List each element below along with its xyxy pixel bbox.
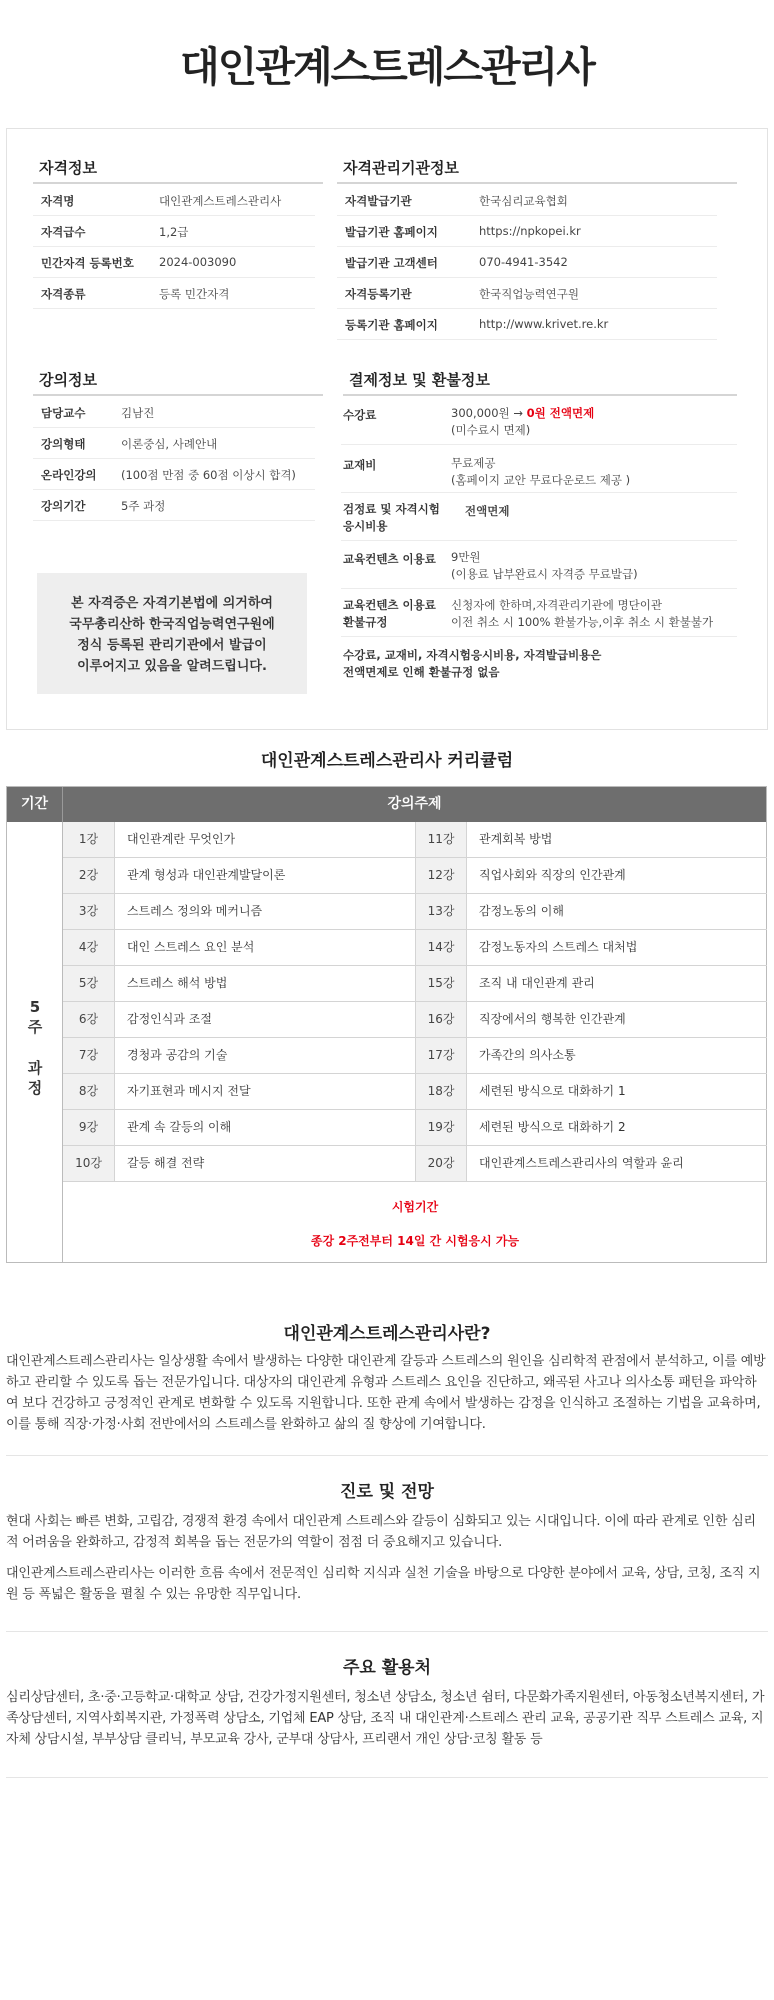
kv-row bbox=[33, 490, 315, 521]
kv-key: 강의형태 bbox=[41, 437, 86, 451]
kv-key: 발급기관 홈페이지 bbox=[345, 225, 438, 239]
curriculum-row bbox=[63, 1038, 767, 1074]
lecture-number: 20강 bbox=[415, 1146, 467, 1181]
lecture-topic: 조직 내 대인관계 관리 bbox=[479, 976, 595, 990]
payment-row bbox=[341, 493, 737, 541]
lecture-topic: 세련된 방식으로 대화하기 2 bbox=[479, 1120, 626, 1134]
lecture-number: 13강 bbox=[415, 894, 467, 929]
curriculum-row bbox=[63, 858, 767, 894]
kv-row bbox=[337, 247, 717, 278]
kv-key: 온라인강의 bbox=[41, 468, 97, 482]
lecture-number: 16강 bbox=[415, 1002, 467, 1037]
exam-fee-value: 전액면제 bbox=[465, 504, 510, 518]
lecture-topic: 감정노동자의 스트레스 대처법 bbox=[479, 940, 638, 954]
refund-value: 신청자에 한하며,자격관리기관에 명단이관 bbox=[451, 598, 662, 612]
curriculum-row bbox=[63, 894, 767, 930]
tuition-note: (미수료시 면제) bbox=[451, 423, 531, 437]
exam-period-text: 종강 2주전부터 14일 간 시험응시 가능 bbox=[310, 1234, 520, 1248]
lecture-number: 18강 bbox=[415, 1074, 467, 1109]
lecture-topic: 경청과 공감의 기술 bbox=[127, 1048, 228, 1062]
lecture-topic: 대인관계스트레스관리사의 역할과 윤리 bbox=[479, 1156, 684, 1170]
kv-value: 김남진 bbox=[121, 406, 155, 420]
kv-key: 교육컨텐츠 이용료 bbox=[343, 552, 436, 566]
agency-homepage-link[interactable]: https://npkopei.kr bbox=[479, 224, 581, 238]
lecture-topic: 대인 스트레스 요인 분석 bbox=[127, 940, 255, 954]
curriculum-row bbox=[63, 822, 767, 858]
career-text: 대인관계스트레스관리사는 이러한 흐름 속에서 전문적인 심리학 지식과 실천 기술을 바탕으로 다양한 분야에서 교육, 상담, 코칭, 조직 지원 등 폭넓은 활동을 펼칠 수 있는 유망한 직무입니다. bbox=[6, 1566, 761, 1602]
refund-footer-line: 전액면제로 인해 환불규정 없음 bbox=[343, 665, 500, 679]
kv-key: 발급기관 고객센터 bbox=[345, 256, 438, 270]
payment-row bbox=[341, 541, 737, 589]
info-box bbox=[6, 128, 768, 730]
curriculum-row bbox=[63, 966, 767, 1002]
lecture-info-list bbox=[33, 397, 315, 521]
section-divider bbox=[337, 182, 737, 184]
curriculum-table bbox=[6, 786, 767, 1263]
notice-line: 이루어지고 있음을 알려드립니다. bbox=[77, 659, 267, 674]
lecture-topic: 스트레스 정의와 메커니즘 bbox=[127, 904, 263, 918]
lecture-number: 1강 bbox=[63, 822, 115, 857]
lecture-number: 6강 bbox=[63, 1002, 115, 1037]
lecture-number: 11강 bbox=[415, 822, 467, 857]
lecture-topic: 대인관계란 무엇인가 bbox=[127, 832, 236, 846]
notice-line: 정식 등록된 관리기관에서 발급이 bbox=[77, 638, 267, 653]
kv-row bbox=[337, 216, 717, 247]
kv-key: 자격등록기관 bbox=[345, 287, 412, 301]
kv-value: 070-4941-3542 bbox=[479, 255, 568, 269]
lecture-number: 7강 bbox=[63, 1038, 115, 1073]
content-note: (이용료 납부완료시 자격증 무료발급) bbox=[451, 567, 638, 581]
notice-line: 국무총리산하 한국직업능력연구원에 bbox=[69, 617, 275, 632]
lecture-topic: 직업사회와 직장의 인간관계 bbox=[479, 868, 626, 882]
lecture-topic: 직장에서의 행복한 인간관계 bbox=[479, 1012, 626, 1026]
curriculum-title: 대인관계스트레스관리사 커리큘럼 bbox=[260, 751, 514, 771]
kv-value: 이론중심, 사례안내 bbox=[121, 437, 218, 451]
material-value: 무료제공 bbox=[451, 456, 496, 470]
lecture-number: 14강 bbox=[415, 930, 467, 965]
kv-row bbox=[337, 185, 717, 216]
header-subject: 강의주제 bbox=[387, 796, 442, 812]
header-period: 기간 bbox=[7, 787, 63, 822]
kv-key: 환불규정 bbox=[343, 615, 388, 629]
kv-key: 자격명 bbox=[41, 194, 75, 208]
kv-key: 검정료 및 자격시험 bbox=[343, 502, 440, 516]
tuition-price: 300,000원 → bbox=[451, 406, 527, 420]
refund-footer-line: 수강료, 교재비, 자격시험응시비용, 자격발급비용은 bbox=[343, 648, 602, 662]
lecture-topic: 감정노동의 이해 bbox=[479, 904, 564, 918]
kv-value: 한국직업능력연구원 bbox=[479, 287, 579, 301]
about-title: 대인관계스트레스관리사란? bbox=[283, 1324, 491, 1344]
kv-row bbox=[33, 459, 315, 490]
registry-homepage-link[interactable]: http://www.krivet.re.kr bbox=[479, 317, 609, 331]
period-text: 5 주 bbox=[27, 998, 43, 1036]
refund-footer bbox=[343, 647, 601, 681]
kv-row bbox=[33, 216, 315, 247]
payment-row bbox=[341, 397, 737, 445]
qualification-info-list bbox=[33, 185, 315, 309]
kv-value: 대인관계스트레스관리사 bbox=[159, 194, 282, 208]
lecture-number: 17강 bbox=[415, 1038, 467, 1073]
kv-key: 자격급수 bbox=[41, 225, 86, 239]
period-cell bbox=[7, 822, 63, 1262]
lecture-number: 9강 bbox=[63, 1110, 115, 1145]
kv-row bbox=[33, 428, 315, 459]
kv-value: 한국심리교육협회 bbox=[479, 194, 568, 208]
payment-info-title: 결제정보 및 환불정보 bbox=[349, 371, 490, 389]
lecture-number: 8강 bbox=[63, 1074, 115, 1109]
kv-value: 등록 민간자격 bbox=[159, 287, 230, 301]
kv-value: (100점 만점 중 60점 이상시 합격) bbox=[121, 468, 296, 482]
usage-title: 주요 활용처 bbox=[342, 1658, 432, 1678]
curriculum-row bbox=[63, 930, 767, 966]
kv-key: 민간자격 등록번호 bbox=[41, 256, 134, 270]
payment-info-list bbox=[341, 397, 737, 717]
refund-value: 이전 취소 시 100% 환불가능,이후 취소 시 환불불가 bbox=[451, 615, 714, 629]
lecture-info-title: 강의정보 bbox=[39, 371, 97, 389]
exam-period-label: 시험기간 bbox=[391, 1200, 439, 1214]
lecture-topic: 스트레스 해석 방법 bbox=[127, 976, 228, 990]
kv-value: 2024-003090 bbox=[159, 255, 237, 269]
lecture-topic: 세련된 방식으로 대화하기 1 bbox=[479, 1084, 626, 1098]
lecture-number: 2강 bbox=[63, 858, 115, 893]
section-divider bbox=[6, 1631, 768, 1632]
kv-value: 5주 과정 bbox=[121, 499, 166, 513]
lecture-topic: 관계회복 방법 bbox=[479, 832, 553, 846]
kv-key: 자격발급기관 bbox=[345, 194, 412, 208]
lecture-number: 19강 bbox=[415, 1110, 467, 1145]
about-text: 대인관계스트레스관리사는 일상생활 속에서 발생하는 다양한 대인관계 갈등과 스트레스의 원인을 심리학적 관점에서 분석하고, 이를 예방하고 관리할 수 있도록 돕는 전문가입니다. 대상자의 대인관계 유형과 스트레스 요인을 진단하고, 왜곡된 사고나 의사소통 패턴을 파악하여 보다 건강하고 긍정적인 관계로 변화할 수 있도록 지원합니다. 또한 관계 속에서 발생하는 감정을 인식하고 조절하는 기법을 교육하며, 이를 통해 직장·가정·사회 전반에서의 스트레스를 완화하고 삶의 질 향상에 기여합니다. bbox=[6, 1354, 766, 1432]
kv-row bbox=[33, 278, 315, 309]
lecture-number: 3강 bbox=[63, 894, 115, 929]
payment-row bbox=[341, 445, 737, 493]
qualification-info-title: 자격정보 bbox=[39, 159, 97, 177]
kv-key: 등록기관 홈페이지 bbox=[345, 318, 438, 332]
usage-text: 심리상담센터, 초·중·고등학교·대학교 상담, 건강가정지원센터, 청소년 상담소, 청소년 쉼터, 다문화가족지원센터, 아동청소년복지센터, 가족상담센터, 지역사회복지관, 가정폭력 상담소, 기업체 EAP 상담, 조직 내 대인관계·스트레스 관리 교육, 공공기관 직무 스트레스 교육, 지자체 상담시설, 부부상담 클리닉, 부모교육 강사, 군부대 상담사, 프리랜서 개인 상담·코칭 활동 등 bbox=[6, 1690, 765, 1747]
section-divider bbox=[6, 1777, 768, 1778]
period-text: 과 정 bbox=[27, 1059, 43, 1097]
certification-notice bbox=[37, 573, 307, 694]
kv-row bbox=[33, 185, 315, 216]
kv-row bbox=[33, 247, 315, 278]
payment-row bbox=[341, 589, 737, 637]
lecture-topic: 관계 속 갈등의 이해 bbox=[127, 1120, 232, 1134]
page-title: 대인관계스트레스관리사 bbox=[180, 43, 594, 91]
kv-key: 응시비용 bbox=[343, 519, 388, 533]
lecture-number: 5강 bbox=[63, 966, 115, 1001]
career-title: 진로 및 전망 bbox=[340, 1482, 434, 1502]
section-divider bbox=[6, 1455, 768, 1456]
content-value: 9만원 bbox=[451, 550, 481, 564]
curriculum-body bbox=[7, 822, 766, 1262]
notice-line: 본 자격증은 자격기본법에 의거하여 bbox=[71, 596, 273, 611]
kv-key: 담당교수 bbox=[41, 406, 86, 420]
material-note: (홈페이지 교안 무료다운로드 제공 ) bbox=[451, 473, 631, 487]
kv-row bbox=[337, 278, 717, 309]
career-text: 현대 사회는 빠른 변화, 고립감, 경쟁적 환경 속에서 대인관계 스트레스와 갈등이 심화되고 있는 시대입니다. 이에 따라 관계로 인한 심리적 어려움을 완화하고, 감정적 회복을 돕는 전문가의 역할이 점점 더 중요해지고 있습니다. bbox=[6, 1514, 756, 1550]
lecture-number: 10강 bbox=[63, 1146, 115, 1181]
lecture-number: 12강 bbox=[415, 858, 467, 893]
lecture-topic: 관계 형성과 대인관계발달이론 bbox=[127, 868, 286, 882]
lecture-number: 4강 bbox=[63, 930, 115, 965]
kv-row bbox=[337, 309, 717, 340]
tuition-free: 0원 전액면제 bbox=[526, 406, 595, 420]
lecture-topic: 감정인식과 조절 bbox=[127, 1012, 212, 1026]
curriculum-row bbox=[63, 1074, 767, 1110]
kv-value: 1,2급 bbox=[159, 225, 189, 239]
section-divider bbox=[343, 394, 737, 396]
section-divider bbox=[33, 182, 323, 184]
lecture-number: 15강 bbox=[415, 966, 467, 1001]
agency-info-title: 자격관리기관정보 bbox=[343, 159, 459, 177]
lecture-topic: 갈등 해결 전략 bbox=[127, 1156, 205, 1170]
kv-key: 자격종류 bbox=[41, 287, 86, 301]
kv-key: 교육컨텐츠 이용료 bbox=[343, 598, 436, 612]
kv-key: 강의기간 bbox=[41, 499, 86, 513]
curriculum-row bbox=[63, 1146, 767, 1182]
agency-info-list bbox=[337, 185, 717, 341]
kv-key: 교재비 bbox=[343, 458, 377, 472]
curriculum-row bbox=[63, 1110, 767, 1146]
exam-period bbox=[63, 1182, 767, 1262]
curriculum-header bbox=[7, 787, 766, 822]
kv-row bbox=[33, 397, 315, 428]
kv-key: 수강료 bbox=[343, 408, 377, 422]
lecture-topic: 가족간의 의사소통 bbox=[479, 1048, 576, 1062]
curriculum-row bbox=[63, 1002, 767, 1038]
lecture-topic: 자기표현과 메시지 전달 bbox=[127, 1084, 251, 1098]
section-divider bbox=[33, 394, 323, 396]
